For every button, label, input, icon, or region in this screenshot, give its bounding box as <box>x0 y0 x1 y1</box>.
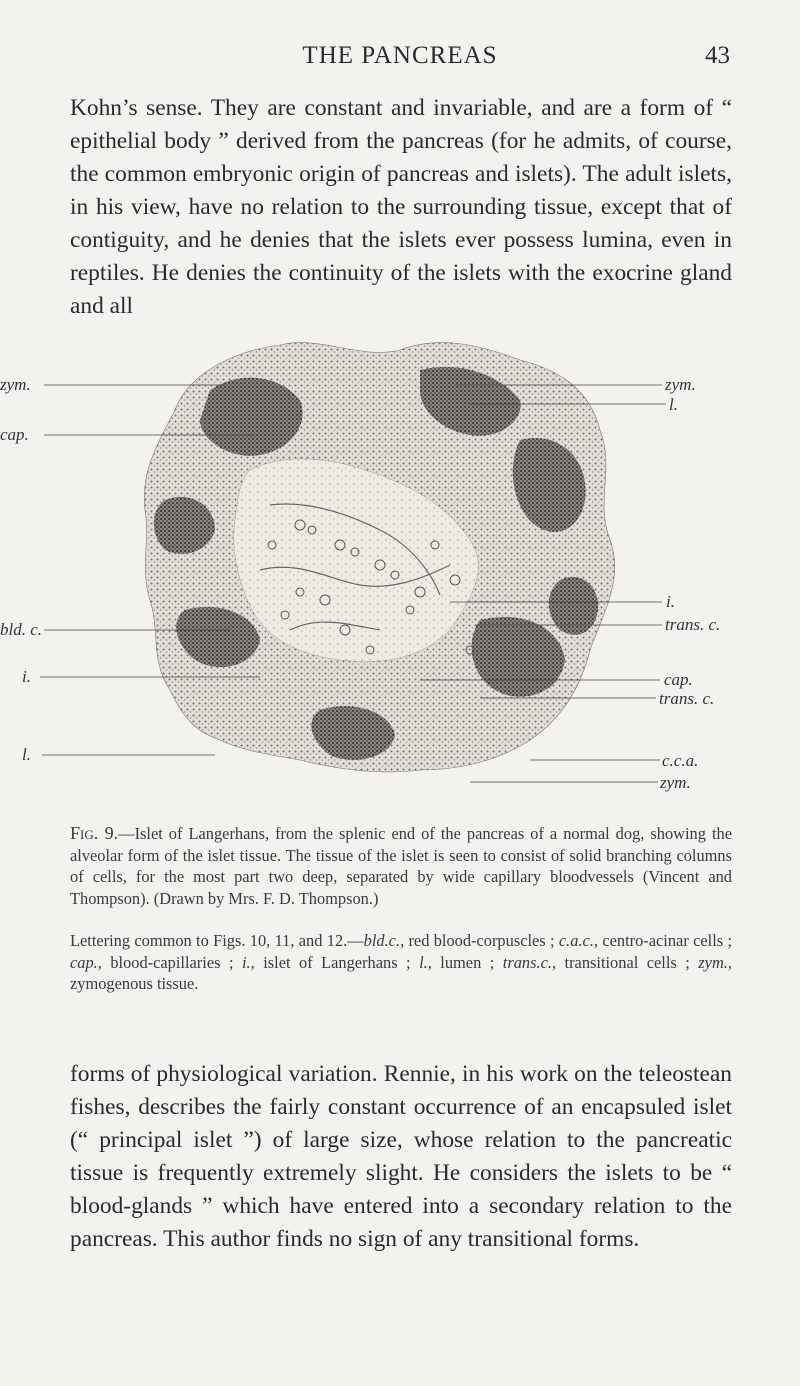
running-head <box>70 38 730 74</box>
label-transc-right-upper: trans. c. <box>665 615 721 634</box>
abbr-i: i. <box>241 952 251 972</box>
abbr-cap: cap. <box>70 952 98 972</box>
label-l-right: l. <box>669 395 678 414</box>
label-cap-left: cap. <box>0 425 29 444</box>
label-i-left: i. <box>22 667 31 686</box>
desc-l: , lumen ; <box>427 952 503 972</box>
desc-i: , islet of Langerhans ; <box>250 952 420 972</box>
label-transc-right-lower: trans. c. <box>659 689 715 708</box>
figure-number: Fig. 9. <box>70 823 119 843</box>
tissue-section <box>144 343 614 772</box>
paragraph-top: Kohn’s sense. They are constant and invariable, and are a form of “ epithelial body ” derived from the pancreas (for he admits, of course, the common embryonic origin of pancreas and islets). The adult islets, in his view, have no relation to the surrounding tissue, except that of contiguity, and he denies that the islets ever possess lumina, even in reptiles. He denies the continuity of the islets with the exocrine gland and all <box>70 95 732 319</box>
caption-text: —Islet of Langerhans, from the splenic end of the pancreas of a normal dog, showing the alveolar form of the islet tissue. The tissue of the islet is seen to consist of solid branching columns of cells, for the most part two deep, separated by wide capillary bloodvessels (Vincent and Thompson). (Drawn by Mrs. F. D. Thompson.) <box>70 824 732 908</box>
abbr-cac: c.a.c. <box>558 931 594 950</box>
desc-zym: , zymogenous tissue. <box>70 952 732 993</box>
figure-svg <box>0 330 800 810</box>
lettering-key <box>70 930 732 995</box>
abbr-transc: trans.c. <box>502 952 552 972</box>
label-zym-left: zym. <box>0 375 31 394</box>
page-number: 43 <box>705 42 730 69</box>
abbr-l: l. <box>419 952 428 972</box>
desc-bldc: , red blood-corpuscles ; <box>400 931 559 950</box>
left-labels <box>0 375 42 764</box>
label-zym-right-top: zym. <box>665 375 696 394</box>
running-title: THE PANCREAS <box>302 42 498 69</box>
figure-islet-illustration <box>0 330 800 810</box>
label-bldc-left: bld. c. <box>0 620 43 639</box>
desc-cac: , centro-acinar cells ; <box>593 931 732 950</box>
label-i-right: i. <box>666 592 675 611</box>
label-zym-right-bottom: zym. <box>660 773 691 792</box>
abbr-bldc: bld.c. <box>363 931 401 950</box>
label-cca-right: c.c.a. <box>662 751 699 770</box>
abbr-zym: zym. <box>698 952 728 972</box>
label-l-left: l. <box>22 745 31 764</box>
paragraph-bottom: forms of physiological variation. Rennie, in his work on the teleostean fishes, describes the fairly constant occurrence of an encapsuled islet (“ principal islet ”) of large size, whose relation to the pancreatic tissue is frequently extremely slight. He considers the islets to be “ blood-glands ” which have entered into a secondary relation to the pancreas. This author finds no sign of any transitional forms. <box>70 1061 732 1252</box>
lettering-intro: Lettering common to Figs. 10, 11, and 12.— <box>70 931 364 950</box>
label-cap-right: cap. <box>664 670 693 689</box>
figure-caption <box>70 823 732 909</box>
desc-transc: , transitional cells ; <box>551 952 699 972</box>
right-labels <box>659 375 720 792</box>
desc-cap: , blood-capillaries ; <box>97 952 242 972</box>
